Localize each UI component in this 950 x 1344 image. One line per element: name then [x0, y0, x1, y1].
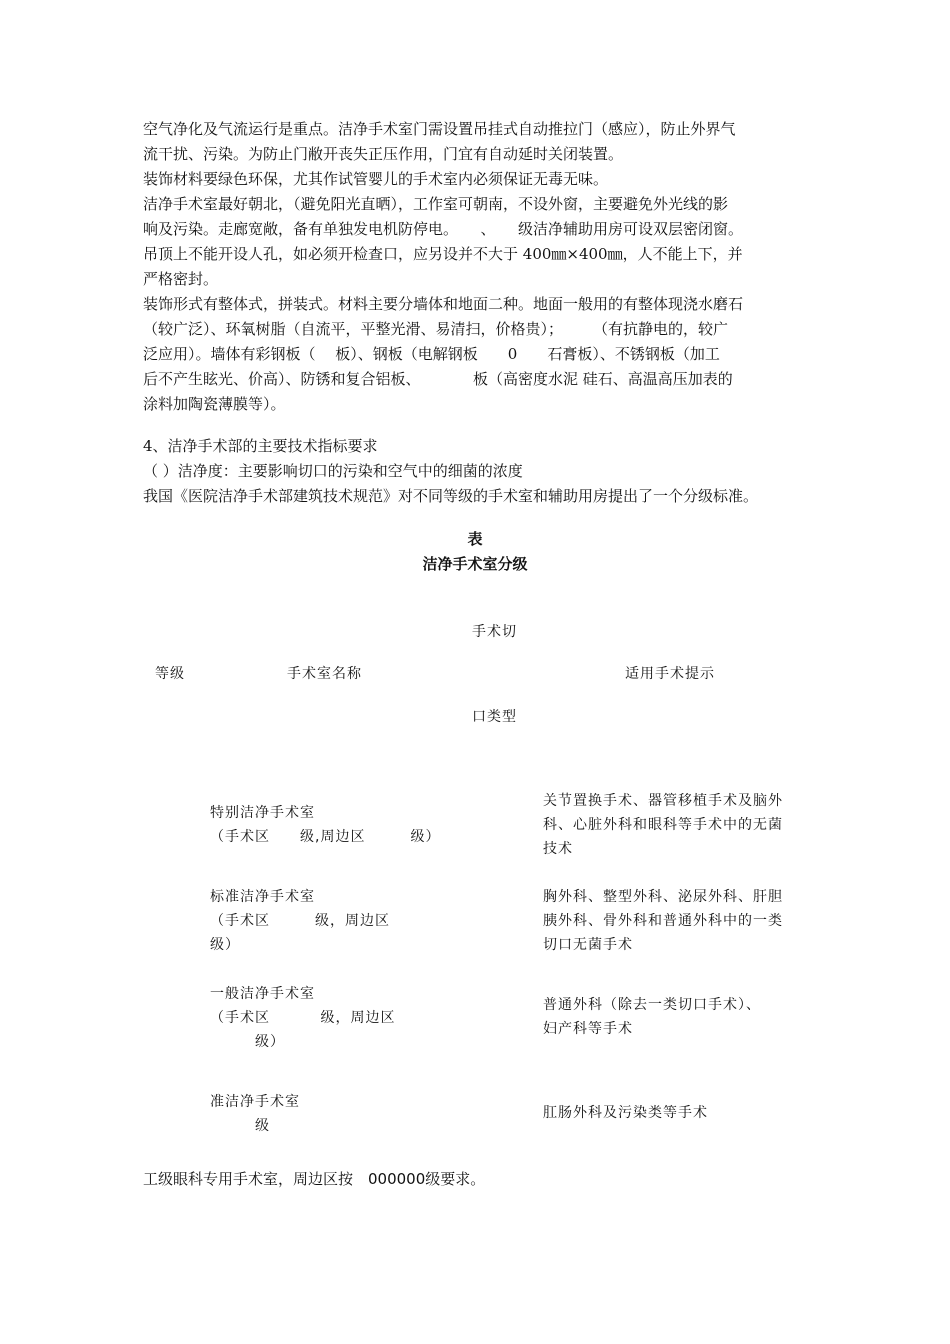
paragraph-5-line-4: 后不产生眩光、价高）、防锈和复合铝板、 板（高密度水泥 硅石、高温高压加表的 [143, 370, 733, 388]
row-1-suitable-line-1: 关节置换手术、器管移植手术及脑外 [543, 793, 783, 809]
paragraph-5-line-2: （较广泛）、环氧树脂（自流平，平整光滑、易清扫，价格贵）； （有抗静电的，较广 [143, 320, 729, 338]
section-subheading: （ ）洁净度：主要影响切口的污染和空气中的细菌的浓度 [143, 462, 523, 480]
table-footnote: 工级眼科专用手术室，周边区按 000000级要求。 [143, 1170, 486, 1188]
paragraph-4-line-2: 严格密封。 [143, 270, 219, 288]
row-2-name-line-2: （手术区 级，周边区 [210, 913, 390, 929]
paragraph-4-line-1: 吊顶上不能开设人孔，如必须开检查口，应另设并不大于 400㎜×400㎜，人不能上下，并 [143, 245, 743, 263]
row-2-suitable-line-3: 切口无菌手术 [543, 937, 633, 953]
row-4-suitable-line-1: 肛肠外科及污染类等手术 [543, 1105, 708, 1121]
paragraph-3-line-1: 洁净手术室最好朝北，（避免阳光直晒），工作室可朝南，不设外窗，主要避免外光线的影 [143, 195, 729, 213]
row-1-name-line-1: 特别洁净手术室 [210, 805, 315, 821]
table-caption-label: 表 [467, 530, 483, 548]
row-1-name-line-2: （手术区 级,周边区 级） [210, 829, 441, 845]
header-grade: 等级 [155, 666, 185, 682]
paragraph-5-line-5: 涂料加陶瓷薄膜等）。 [143, 395, 286, 413]
paragraph-5-line-1: 装饰形式有整体式，拼装式。材料主要分墙体和地面二种。地面一般用的有整体现浇水磨石 [143, 295, 744, 313]
row-2-name-line-1: 标准洁净手术室 [210, 889, 315, 905]
row-4-name-line-2: 级 [210, 1118, 270, 1134]
row-2-suitable-line-1: 胸外科、整型外科、泌尿外科、肝胆 [543, 889, 783, 905]
header-suitable-surgery: 适用手术提示 [625, 666, 715, 682]
row-3-suitable-line-1: 普通外科（除去一类切口手术）、 [543, 997, 761, 1013]
paragraph-5-line-3: 泛应用）。墙体有彩钢板（ 板）、钢板（电解钢板 0 石膏板）、不锈钢板（加工 [143, 345, 720, 363]
paragraph-1-line-2: 流干扰、污染。为防止门敝开丧失正压作用，门宜有自动延时关闭装置。 [143, 145, 624, 163]
row-3-name-line-2: （手术区 级，周边区 [210, 1010, 396, 1026]
paragraph-3-line-2: 响及污染。走廊宽敞，备有单独发电机防停电。 、 级洁净辅助用房可设双层密闭窗。 [143, 220, 744, 238]
row-1-suitable-line-2: 科、心脏外科和眼科等手术中的无菌 [543, 817, 783, 833]
table-caption-title: 洁净手术室分级 [422, 555, 528, 573]
header-cut-type-line-2: 口类型 [472, 709, 517, 725]
row-4-name-line-1: 准洁净手术室 [210, 1094, 300, 1110]
paragraph-2-line-1: 装饰材料要绿色环保，尤其作试管婴儿的手术室内必须保证无毒无味。 [143, 170, 609, 188]
header-room-name: 手术室名称 [287, 666, 362, 682]
header-cut-type-line-1: 手术切 [472, 624, 517, 640]
section-heading: 4、洁净手术部的主要技术指标要求 [143, 437, 378, 455]
row-2-name-line-3: 级） [210, 937, 240, 953]
row-3-suitable-line-2: 妇产科等手术 [543, 1021, 633, 1037]
paragraph-1-line-1: 空气净化及气流运行是重点。洁净手术室门需设置吊挂式自动推拉门（感应），防止外界气 [143, 120, 736, 138]
row-1-suitable-line-3: 技术 [543, 841, 573, 857]
row-3-name-line-1: 一般洁净手术室 [210, 986, 315, 1002]
section-intro: 我国《医院洁净手术部建筑技术规范》对不同等级的手术室和辅助用房提出了一个分级标准。 [143, 487, 759, 505]
row-3-name-line-3: 级） [210, 1034, 285, 1050]
row-2-suitable-line-2: 胰外科、骨外科和普通外科中的一类 [543, 913, 783, 929]
